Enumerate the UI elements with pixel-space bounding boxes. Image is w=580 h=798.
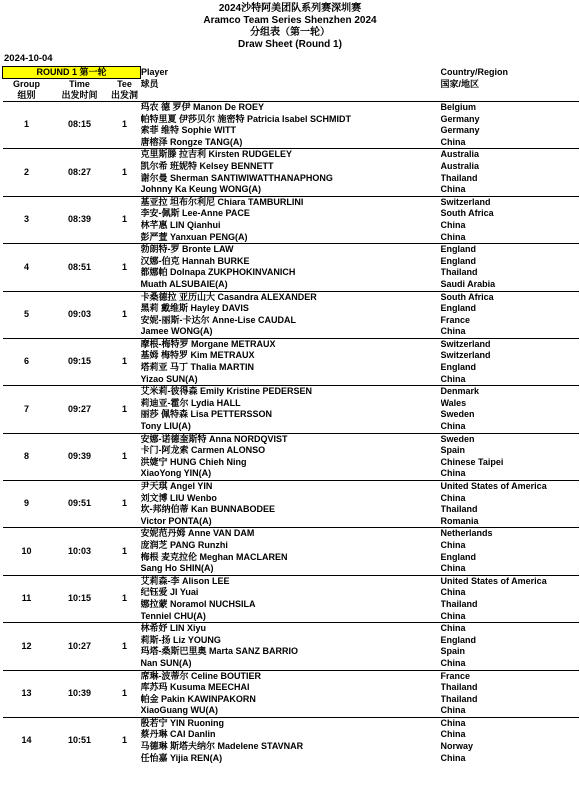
tee-number: 1 bbox=[109, 102, 141, 149]
player-country: China bbox=[440, 563, 466, 574]
player-row bbox=[3, 338, 579, 350]
tee-time: 09:51 bbox=[51, 481, 109, 528]
player-row bbox=[3, 623, 579, 635]
tee-time: 08:39 bbox=[51, 196, 109, 243]
player-name: 林希妤 LIN Xiyu bbox=[141, 623, 441, 635]
player-country: China bbox=[440, 373, 466, 384]
player-name: 库苏玛 Kusuma MEECHAI bbox=[140, 682, 250, 693]
time-header-cn: 出发时间 bbox=[61, 90, 98, 100]
tee-time: 08:15 bbox=[51, 102, 109, 149]
player-country: Chinese Taipei bbox=[440, 456, 504, 467]
player-country: Thailand bbox=[440, 598, 478, 609]
player-name: 基亚拉 坦布尔利尼 Chiara TAMBURLINI bbox=[141, 196, 441, 208]
player-country: Denmark bbox=[441, 386, 579, 398]
player-country: Wales bbox=[440, 397, 467, 408]
tee-time: 10:39 bbox=[51, 670, 109, 717]
player-name: 莉迪亚-霍尔 Lydia HALL bbox=[140, 397, 241, 408]
tee-time: 08:51 bbox=[51, 244, 109, 291]
player-name: Victor PONTA(A) bbox=[140, 515, 212, 526]
player-name: XiaoGuang WU(A) bbox=[140, 705, 218, 716]
player-country: China bbox=[440, 231, 466, 242]
country-header-en: Country/Region bbox=[440, 67, 508, 77]
player-name: 帕金 Pakin KAWINPAKORN bbox=[140, 693, 256, 704]
player-name: 凯尔希 班妮特 Kelsey BENNETT bbox=[140, 160, 274, 171]
player-name: 殷若宁 YIN Ruoning bbox=[141, 717, 441, 729]
player-country: Australia bbox=[440, 160, 480, 171]
player-country: Netherlands bbox=[441, 528, 579, 540]
player-country: China bbox=[440, 184, 466, 195]
player-country: China bbox=[440, 705, 466, 716]
group-number: 8 bbox=[3, 433, 51, 480]
tee-time: 08:27 bbox=[51, 149, 109, 196]
group-number: 6 bbox=[3, 338, 51, 385]
player-name: 坎-邦纳伯蒂 Kan BUNNABODEE bbox=[140, 504, 276, 515]
tee-number: 1 bbox=[109, 149, 141, 196]
player-name: 都娜帕 Dolnapa ZUKPHOKINVANICH bbox=[140, 267, 296, 278]
player-row bbox=[3, 575, 579, 587]
player-name: Yizao SUN(A) bbox=[140, 373, 198, 384]
player-row bbox=[3, 670, 579, 682]
player-country: France bbox=[440, 314, 471, 325]
player-country: Belgium bbox=[441, 102, 579, 114]
player-country: Switzerland bbox=[441, 196, 579, 208]
player-country: China bbox=[440, 752, 466, 763]
group-number: 7 bbox=[3, 386, 51, 433]
player-country: Saudi Arabia bbox=[440, 278, 496, 289]
tee-number: 1 bbox=[109, 481, 141, 528]
group-number: 11 bbox=[3, 575, 51, 622]
player-country: England bbox=[441, 244, 579, 256]
group-header-cn: 组别 bbox=[17, 90, 36, 100]
player-name: Tenniel CHU(A) bbox=[140, 610, 206, 621]
player-country: Australia bbox=[441, 149, 579, 161]
player-name: 安娜-诺德奎斯特 Anna NORDQVIST bbox=[141, 433, 441, 445]
subtitle-cn: 分组表（第一轮） bbox=[250, 27, 330, 38]
player-name: 索菲 维特 Sophie WITT bbox=[140, 125, 236, 136]
player-country: Thailand bbox=[440, 682, 478, 693]
player-country: England bbox=[440, 551, 476, 562]
player-header-en: Player bbox=[141, 67, 169, 77]
group-number: 5 bbox=[3, 291, 51, 338]
player-row bbox=[3, 481, 579, 493]
player-name: 席琳-波蒂尔 Celine BOUTIER bbox=[141, 670, 441, 682]
player-name: 勃朗特-罗 Bronte LAW bbox=[141, 244, 441, 256]
player-name: 艾莉森-李 Alison LEE bbox=[141, 575, 441, 587]
time-header-en: Time bbox=[69, 79, 90, 89]
player-row bbox=[3, 102, 579, 114]
round-label: ROUND 1 第一轮 bbox=[3, 67, 141, 79]
group-header-en: Group bbox=[13, 79, 40, 89]
player-name: Johnny Ka Keung WONG(A) bbox=[140, 184, 261, 195]
draw-sheet bbox=[2, 66, 578, 764]
tee-number: 1 bbox=[109, 196, 141, 243]
tee-number: 1 bbox=[109, 338, 141, 385]
player-name: 刘文博 LIU Wenbo bbox=[140, 492, 217, 503]
player-name: 林芊惠 LIN Qianhui bbox=[140, 219, 221, 230]
tee-number: 1 bbox=[109, 670, 141, 717]
player-name: 庞润芝 PANG Runzhi bbox=[140, 539, 228, 550]
player-name: 卡桑德拉 亚历山大 Casandra ALEXANDER bbox=[141, 291, 441, 303]
player-name: Jamee WONG(A) bbox=[140, 326, 213, 337]
player-row bbox=[3, 433, 579, 445]
player-name: 基姆 梅特罗 Kim METRAUX bbox=[140, 350, 255, 361]
player-country: Sweden bbox=[441, 433, 579, 445]
player-name: 彭严萱 Yanxuan PENG(A) bbox=[140, 231, 248, 242]
player-country: Spain bbox=[440, 445, 466, 456]
player-name: Nan SUN(A) bbox=[140, 657, 192, 668]
player-name: 艾米莉-彼得森 Emily Kristine PEDERSEN bbox=[141, 386, 441, 398]
title-en: Aramco Team Series Shenzhen 2024 bbox=[203, 15, 377, 26]
player-country: Switzerland bbox=[441, 338, 579, 350]
player-country: China bbox=[440, 468, 466, 479]
player-country: Germany bbox=[440, 113, 480, 124]
group-number: 3 bbox=[3, 196, 51, 243]
player-name: 娜拉蒙 Noramol NUCHSILA bbox=[140, 598, 256, 609]
tee-time: 09:15 bbox=[51, 338, 109, 385]
player-country: China bbox=[440, 729, 466, 740]
player-name: 丽莎 佩特森 Lisa PETTERSSON bbox=[140, 409, 273, 420]
group-number: 10 bbox=[3, 528, 51, 575]
player-name: 玛农 德 罗伊 Manon De ROEY bbox=[141, 102, 441, 114]
player-name: 纪钰爱 JI Yuai bbox=[140, 587, 199, 598]
player-country: China bbox=[440, 657, 466, 668]
player-name: 谢尔曼 Sherman SANTIWIWATTHANAPHONG bbox=[140, 172, 333, 183]
player-row bbox=[3, 196, 579, 208]
player-country: China bbox=[440, 492, 466, 503]
player-name: 安妮-丽斯-卡达尔 Anne-Lise CAUDAL bbox=[140, 314, 296, 325]
player-country: Norway bbox=[440, 741, 474, 752]
player-country: China bbox=[440, 136, 466, 147]
draw-table bbox=[2, 66, 579, 764]
player-name: 安妮范丹姆 Anne VAN DAM bbox=[141, 528, 441, 540]
group-number: 13 bbox=[3, 670, 51, 717]
player-row bbox=[3, 149, 579, 161]
player-country: Germany bbox=[440, 125, 480, 136]
player-country: South Africa bbox=[440, 208, 494, 219]
tee-time: 10:27 bbox=[51, 623, 109, 670]
tee-time: 10:15 bbox=[51, 575, 109, 622]
player-name: 马德琳 斯塔夫纳尔 Madelene STAVNAR bbox=[140, 741, 304, 752]
player-row bbox=[3, 244, 579, 256]
player-country: Spain bbox=[440, 646, 466, 657]
player-country: South Africa bbox=[441, 291, 579, 303]
player-country: China bbox=[440, 539, 466, 550]
tee-header-cn: 出发洞 bbox=[110, 90, 138, 100]
player-name: 梅根 麦克拉伦 Meghan MACLAREN bbox=[140, 551, 288, 562]
player-name: 蔡丹琳 CAI Danlin bbox=[140, 729, 216, 740]
player-name: 尹天琪 Angel YIN bbox=[141, 481, 441, 493]
tee-number: 1 bbox=[109, 717, 141, 764]
group-number: 1 bbox=[3, 102, 51, 149]
player-name: 塔莉亚 马丁 Thalia MARTIN bbox=[140, 362, 255, 373]
player-country: China bbox=[441, 623, 579, 635]
player-country: Thailand bbox=[440, 504, 478, 515]
tee-time: 09:39 bbox=[51, 433, 109, 480]
draw-date: 2024-10-04 bbox=[4, 53, 53, 64]
player-country: Thailand bbox=[440, 172, 478, 183]
player-header-cn: 球员 bbox=[140, 78, 159, 89]
tee-number: 1 bbox=[109, 244, 141, 291]
title-cn: 2024沙特阿美团队系列赛深圳赛 bbox=[218, 3, 362, 14]
player-name: XiaoYong YIN(A) bbox=[140, 468, 212, 479]
group-number: 12 bbox=[3, 623, 51, 670]
player-name: 汉娜-伯克 Hannah BURKE bbox=[140, 255, 250, 266]
player-country: England bbox=[440, 362, 476, 373]
tee-header-en: Tee bbox=[117, 79, 132, 89]
player-name: 玛塔-桑斯巴里奥 Marta SANZ BARRIO bbox=[140, 646, 299, 657]
tee-number: 1 bbox=[109, 291, 141, 338]
group-number: 4 bbox=[3, 244, 51, 291]
player-country: France bbox=[441, 670, 579, 682]
player-country: England bbox=[440, 303, 476, 314]
group-number: 9 bbox=[3, 481, 51, 528]
player-name: Sang Ho SHIN(A) bbox=[140, 563, 214, 574]
player-name: 李安-佩斯 Lee-Anne PACE bbox=[140, 208, 250, 219]
tee-number: 1 bbox=[109, 623, 141, 670]
document-header bbox=[0, 0, 580, 51]
player-name: 摩根-梅特罗 Morgane METRAUX bbox=[141, 338, 441, 350]
player-country: China bbox=[440, 421, 466, 432]
player-name: 洪婕宁 HUNG Chieh Ning bbox=[140, 456, 247, 467]
player-name: 黑莉 戴维斯 Hayley DAVIS bbox=[140, 303, 249, 314]
player-row bbox=[3, 291, 579, 303]
player-country: United States of America bbox=[441, 481, 579, 493]
player-country: China bbox=[440, 587, 466, 598]
tee-number: 1 bbox=[109, 433, 141, 480]
player-country: Romania bbox=[440, 515, 479, 526]
tee-number: 1 bbox=[109, 575, 141, 622]
player-row bbox=[3, 528, 579, 540]
player-country: China bbox=[441, 717, 579, 729]
country-header-cn: 国家/地区 bbox=[440, 78, 480, 89]
player-country: Switzerland bbox=[440, 350, 491, 361]
player-country: China bbox=[440, 219, 466, 230]
player-country: England bbox=[440, 634, 476, 645]
player-name: 唐榕泽 Rongze TANG(A) bbox=[140, 136, 243, 147]
player-name: 任怡嘉 Yijia REN(A) bbox=[140, 752, 223, 763]
player-row bbox=[3, 717, 579, 729]
player-name: 莉斯-扬 Liz YOUNG bbox=[140, 634, 221, 645]
player-country: United States of America bbox=[441, 575, 579, 587]
player-country: Thailand bbox=[440, 267, 478, 278]
player-name: 帕特里夏 伊莎贝尔 施密特 Patricia Isabel SCHMIDT bbox=[140, 113, 352, 124]
group-number: 14 bbox=[3, 717, 51, 764]
tee-time: 10:51 bbox=[51, 717, 109, 764]
player-name: 卡门-阿龙索 Carmen ALONSO bbox=[140, 445, 266, 456]
player-country: Sweden bbox=[440, 409, 475, 420]
player-name: 克里斯滕 拉吉利 Kirsten RUDGELEY bbox=[141, 149, 441, 161]
player-name: Muath ALSUBAIE(A) bbox=[140, 278, 228, 289]
player-name: Tony LIU(A) bbox=[140, 421, 191, 432]
tee-number: 1 bbox=[109, 528, 141, 575]
player-country: China bbox=[440, 610, 466, 621]
tee-time: 09:03 bbox=[51, 291, 109, 338]
player-country: England bbox=[440, 255, 476, 266]
player-country: Thailand bbox=[440, 693, 478, 704]
tee-time: 10:03 bbox=[51, 528, 109, 575]
tee-number: 1 bbox=[109, 386, 141, 433]
subtitle-en: Draw Sheet (Round 1) bbox=[238, 39, 342, 50]
player-row bbox=[3, 386, 579, 398]
player-country: China bbox=[440, 326, 466, 337]
group-number: 2 bbox=[3, 149, 51, 196]
tee-time: 09:27 bbox=[51, 386, 109, 433]
